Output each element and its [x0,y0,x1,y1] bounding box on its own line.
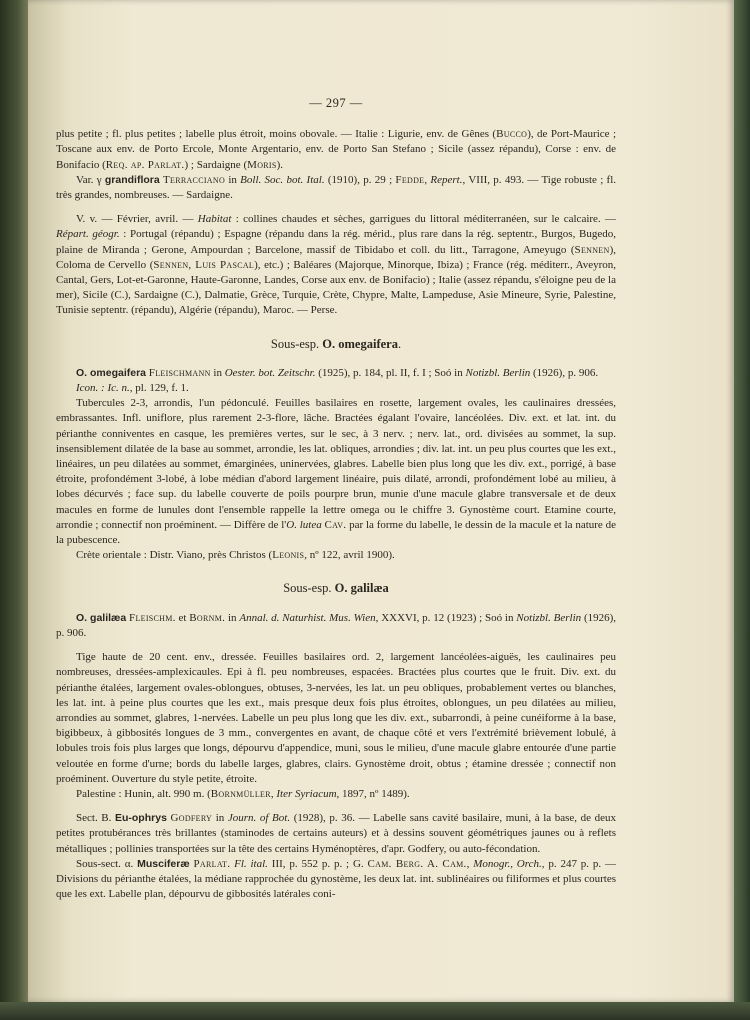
section-heading-omegaifera: Sous-esp. O. omegaifera. [270,336,402,351]
paragraph-variety: Var. γ grandiflora Terracciano in Boll. Soc. bot. Ital. (1910), p. 29 ; Fedde, Repert., VIII, p. 493. — Tige robuste ; fl. très grandes, nombreuses. — Sardaigne. [56,173,617,202]
paragraph-habitat: V. v. — Février, avril. — Habitat : collines chaudes et sèches, garrigues du littoral méditerranéen, sur le calcaire. — Répart. géogr. : Portugal (répandu) ; Espagne (répandu dans la rég. mérid., plus rare dans la rég. septentr., Burgos, Bugedo, plaine de Miranda ; Gerone, Ampourdan ; Barcelone, massif de Tibidabo et coll. du litt., Tarragone, Ameyugo (Sennen), Coloma de Cervello (Sennen, Luis Pascal), etc.) ; Baléares (Majorque, Minorque, Ibiza) ; France (rég. méditerr., Aveyron, Cantal, Gers, Lot-et-Garonne, Haute-Garonne, Landes, Corse aux env. de Bonifacio) ; Italie (assez répandu, s'éloigne peu de la mer), Sicile (C.), Sardaigne (C.), Dalmatie, Grèce, Turquie, Crète, Chypre, Malte, Lampeduse, Asie Mineure, Syrie, Palestine, Tunisie septentr. (répandu), Algérie (répandu), Maroc. — Perse. [56,213,617,317]
paragraph-galilaea-locality: Palestine : Hunin, alt. 990 m. (Bornmüller, Iter Syriacum, 1897, nº 1489). [76,787,410,800]
book-cover-edge [734,0,750,1020]
page-text [56,96,616,902]
book-bottom-edge [0,1002,750,1020]
paragraph-1: plus petite ; fl. plus petites ; labelle plus étroit, moins obovale. — Italie : Ligurie, env. de Gênes (Bucco), de Port-Maurice ; Toscane aux env. de Porto Ercole, Monte Argentario, env. de Porto San Stefano ; Sicile (assez répandu), Corse : env. de Bonifacio (Req. ap. Parlat.) ; Sardaigne (Moris). [56,128,617,171]
paragraph-omegaifera-citation: O. omegaifera Fleischmann in Oester. bot. Zeitschr. (1925), p. 184, pl. II, f. I ; Soó in Notizbl. Berlin (1926), p. 906. [76,366,599,379]
page-number: — 297 — [309,96,363,110]
paragraph-galilaea-description: Tige haute de 20 cent. env., dressée. Feuilles basilaires ord. 2, largement lancéolées-aiguës, les caulinaires peu nombreuses, dressées-amplexicaules. Epi à fl. peu nombreuses, espacées. Bractées plus courtes que le fruit. Div. ext. du périanthe étalées, largement ovales-oblongues, obtuses, 3-nervées, les lat. un peu obliques, probablement vertes ou blanches, les lat. int. à peine plus courtes que les ext., mais presque deux fois plus étroites, oblongues, un peu dilatées au milieu, arrondies au sommet, glabres, 1-nervées. Labelle un peu plus long que les div. ext., subarrondi, à peine cunéiforme à la base, bigibbeux, à gibbosités longues de 3 mm., convergentes en avant, de chaque côté et vers l'extrémité brièvement lobulé, à lobules trois fois plus larges que longs, dépourvu d'appendice, muni, sous le milieu, d'une macule glabre entourée d'une partie veloutée en forme d'urne; bords du labelle larges, glabres, clairs. Gynostème droit, obtus ; étamine dressée ; connectif non proéminent. Ouverture du style petite, étroite. [56,651,616,785]
section-heading-galilaea: Sous-esp. O. galilæa [283,581,389,596]
paragraph-omegaifera-description: Tubercules 2-3, arrondis, l'un pédonculé. Feuilles basilaires en rosette, largement ovales, les caulinaires dressées, embrassantes. Infl. uniflore, plus rarement 2-3-flore, lâche. Bractées égalant l'ovaire, lancéolées. Div. ext. et lat. int. du périanthe conniventes en casque, les premières vertes, sur le sec, à 3 nerv. ; nerv. lat., ord. divisées au sommet, la sup. insensiblement dilatée de la base au sommet, arrondie, les lat. obliques, arrondies ; div. lat. int. un peu plus courtes que les ext., linéaires, un peu dilatées au sommet, émarginées, uninervées, glabres. Labelle bien plus long que les div. ext., porrigé, à base étroite, profondément 3-lobé, à lobe médian d'abord largement linéaire, puis dilaté, arrondi, profondément lobé au milieu, à lobes décurvés ; face sup. du labelle couverte de poils pourpre brun, munie d'une macule glabre transversale et de deux macules en forme de lunules dont l'ensemble rappelle la lettre omega ou le chiffre 3. Gynostème court. Etamine courte, arrondie ; connectif non proéminent. — Diffère de l'O. lutea Cav. par la forme du labelle, le dessin de la macule et la nature de la pubescence. [56,397,616,547]
paragraph-galilaea-citation: O. galilæa Fleischm. et Bornm. in Annal. d. Naturhist. Mus. Wien, XXXVI, p. 12 (1923) ; Soó in Notizbl. Berlin (1926), p. 906. [56,611,617,639]
paragraph-omegaifera-locality: Crète orientale : Distr. Viano, près Christos (Leonis, nº 122, avril 1900). [76,549,395,562]
paragraph-subsection-alpha: Sous-sect. α. Musciferæ Parlat. Fl. ital. III, p. 552 p. p. ; G. Cam. Berg. A. Cam., Monogr., Orch., p. 247 p. p. — Divisions du périanthe étalées, la médiane rapprochée du gynostème, les deux lat. int. sublinéaires ou filiformes et plus courtes que les ext. Labelle plan, dépourvu de gibbosités latérales coni- [56,857,617,901]
paragraph-section-b: Sect. B. Eu-ophrys Godfery in Journ. of Bot. (1928), p. 36. — Labelle sans cavité basilaire, muni, à la base, de deux petites protubérances très brillantes (staminodes de certains auteurs) et à dessins souvent géométriques jaunes ou à reflets métalliques ; pollinies transportées sur la tête des certains Hyménoptères, d'apr. Godfery, ou auto-fécondation. [56,812,617,855]
paragraph-icon: Icon. : Ic. n., pl. 129, f. 1. [76,382,189,395]
